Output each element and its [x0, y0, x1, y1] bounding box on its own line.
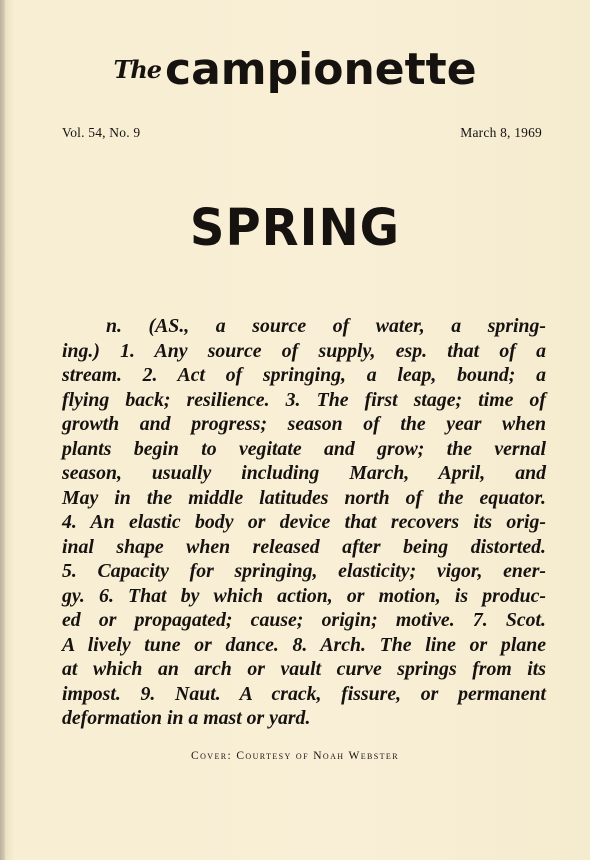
- definition-line: deformation in a mast or yard.: [62, 707, 311, 729]
- volume-number: Vol. 54, No. 9: [62, 125, 141, 140]
- cover-credit: Cover: Courtesy of Noah Webster: [191, 750, 399, 762]
- definition-line: 5. Capacity for springing, elasticity; vigor, ener-: [62, 560, 546, 582]
- definition-line: gy. 6. That by which action, or motion, is produc-: [62, 584, 546, 607]
- definition-line: n. (AS., a source of water, a spring-: [106, 315, 546, 337]
- definition-line: at which an arch or vault curve springs from its: [62, 658, 546, 680]
- issue-date: March 8, 1969: [460, 125, 542, 140]
- definition-line: plants begin to vegitate and grow; the vernal: [62, 437, 546, 460]
- masthead: [0, 44, 590, 95]
- cover-title: SPRING: [189, 198, 401, 258]
- definition-line: ed or propagated; cause; origin; motive. 7. Scot.: [62, 609, 546, 631]
- definition-line: May in the middle latitudes north of the equator.: [62, 486, 546, 509]
- definition-line: inal shape when released after being distorted.: [62, 535, 546, 558]
- definition-line: flying back; resilience. 3. The first stage; time of: [62, 388, 546, 411]
- definition-line: growth and progress; season of the year when: [62, 413, 546, 435]
- binding-edge: [0, 0, 5, 860]
- definition-line: 4. An elastic body or device that recovers its orig-: [62, 511, 546, 533]
- definition-line: impost. 9. Naut. A crack, fissure, or permanent: [62, 682, 546, 705]
- definition-line: season, usually including March, April, and: [62, 462, 546, 484]
- dictionary-definition: [62, 314, 546, 731]
- masthead-article: The: [113, 55, 162, 84]
- masthead-title: campionette: [165, 44, 477, 95]
- definition-line: ing.) 1. Any source of supply, esp. that of a: [62, 339, 546, 362]
- definition-line: A lively tune or dance. 8. Arch. The line or plane: [62, 633, 546, 656]
- definition-line: stream. 2. Act of springing, a leap, bound; a: [62, 364, 546, 386]
